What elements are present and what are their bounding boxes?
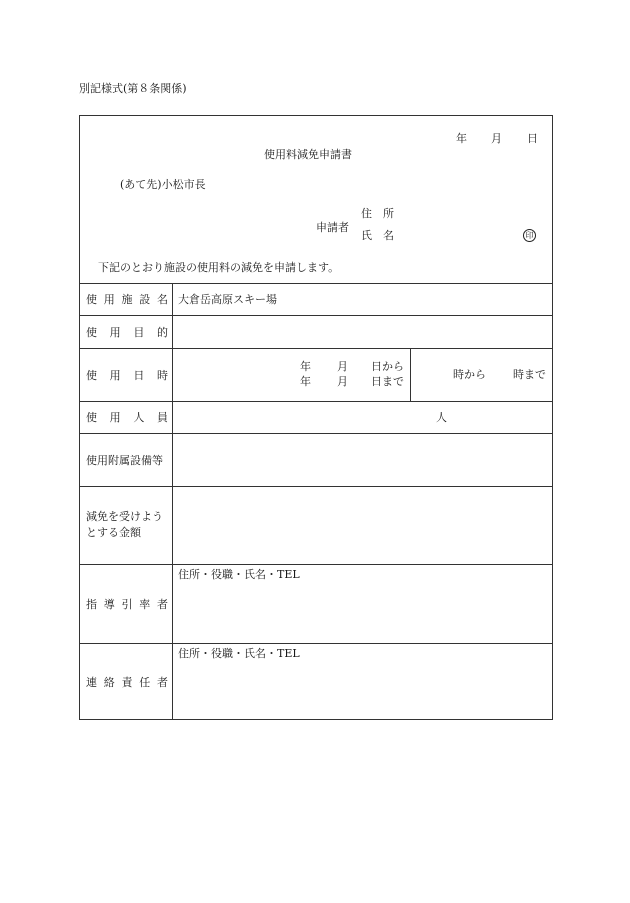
application-statement: 下記のとおり施設の使用料の減免を申請します。 bbox=[98, 261, 340, 274]
people-label: 使 用 人 員 bbox=[86, 411, 168, 424]
contact-label: 連 絡 責 任 者 bbox=[86, 675, 168, 689]
datetime-label: 使 用 日 時 bbox=[86, 368, 168, 382]
leader-label: 指 導 引 率 者 bbox=[86, 597, 168, 611]
purpose-label: 使 用 目 的 bbox=[86, 325, 168, 339]
date-year-label: 年 bbox=[456, 132, 467, 145]
people-unit: 人 bbox=[436, 411, 447, 424]
to-day: 日まで bbox=[371, 375, 404, 388]
leader-hint: 住所・役職・氏名・TEL bbox=[178, 568, 300, 581]
to-month: 月 bbox=[337, 375, 348, 388]
date-day-label: 日 bbox=[527, 132, 538, 145]
purpose-field[interactable] bbox=[173, 316, 553, 347]
amount-field[interactable] bbox=[173, 487, 553, 563]
address-label: 住 所 bbox=[361, 207, 394, 220]
amount-label: 減免を受けよう とする金額 bbox=[86, 509, 163, 539]
equipment-label: 使用附属設備等 bbox=[86, 453, 163, 467]
application-form bbox=[79, 115, 553, 720]
contact-hint: 住所・役職・氏名・TEL bbox=[178, 647, 300, 660]
time-to: 時まで bbox=[513, 368, 546, 381]
facility-label: 使 用 施 設 名 bbox=[86, 293, 168, 306]
facility-value: 大倉岳高原スキー場 bbox=[178, 293, 277, 306]
from-year: 年 bbox=[300, 360, 311, 373]
applicant-label: 申請者 bbox=[316, 221, 349, 234]
addressee: (あて先)小松市長 bbox=[120, 178, 206, 191]
equipment-field[interactable] bbox=[173, 434, 553, 485]
seal-mark: 印 bbox=[523, 229, 536, 242]
name-label: 氏 名 bbox=[361, 229, 394, 242]
from-month: 月 bbox=[337, 360, 348, 373]
form-reference: 別記様式(第８条関係) bbox=[79, 82, 187, 95]
form-title: 使用料減免申請書 bbox=[264, 148, 352, 161]
time-from: 時から bbox=[453, 368, 486, 381]
to-year: 年 bbox=[300, 375, 311, 388]
from-day: 日から bbox=[371, 360, 404, 373]
date-month-label: 月 bbox=[491, 132, 502, 145]
